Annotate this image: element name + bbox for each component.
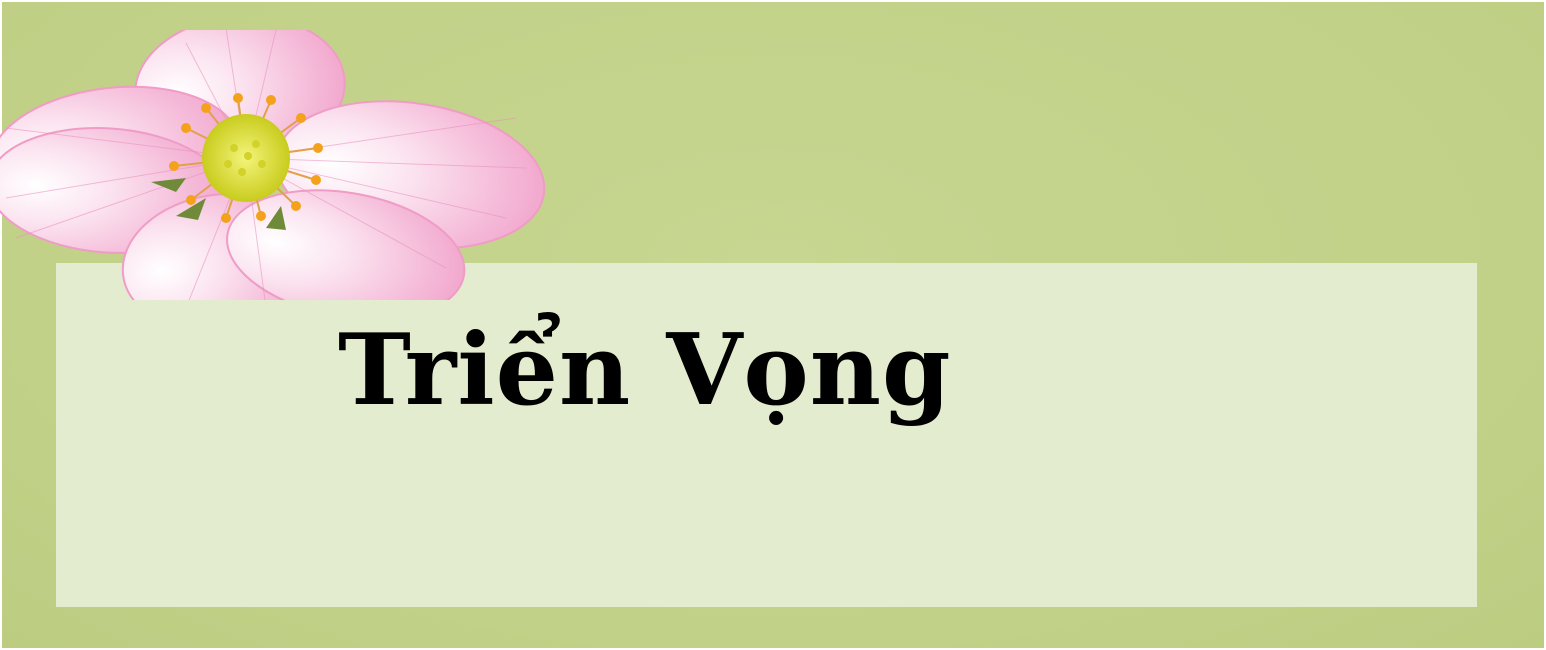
pink-flower-icon [0, 30, 560, 300]
page-title: Triển Vọng [338, 313, 952, 428]
